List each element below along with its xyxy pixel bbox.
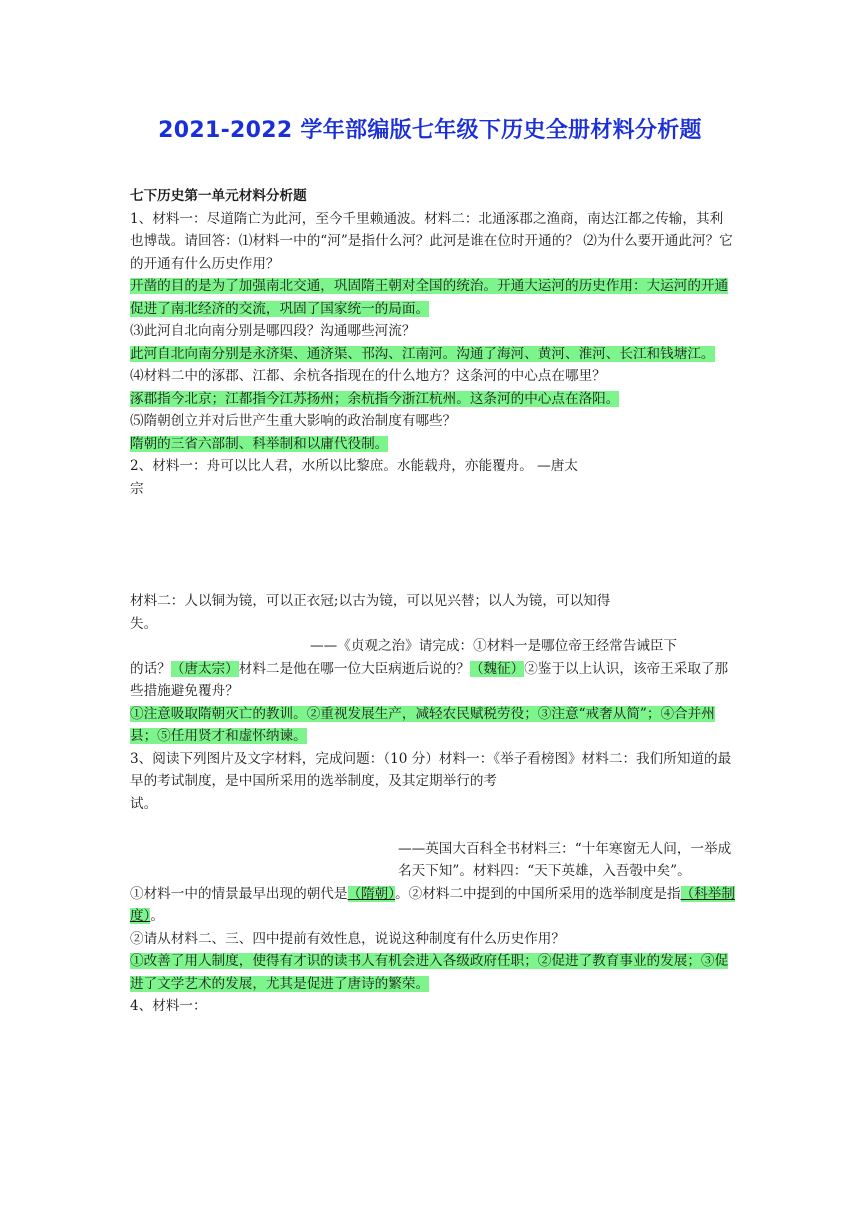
answer-3-2: ①改善了用人制度，使得有才识的读书人有机会进入各级政府任职；②促进了教育事业的发展；③促进了文学艺术的发展，尤其是促进了唐诗的繁荣。 xyxy=(130,953,729,992)
question-1-3: ⑶此河自北向南分别是哪四段？沟通哪些河流？ xyxy=(130,323,416,339)
answer-1-2: 开凿的目的是为了加强南北交通，巩固隋王朝对全国的统治。开通大运河的历史作用：大运河的开通促进了南北经济的交流，巩固了国家统一的局面。 xyxy=(130,278,729,317)
question-2-prompt: 的话？（唐太宗）材料二是他在哪一位大臣病逝后说的？（魏征）②鉴于以上认识，该帝王采取了那些措施避免覆舟？ xyxy=(130,660,729,699)
question-2-material-1-author: 宗 xyxy=(130,480,144,497)
answer-1-4: 涿郡指今北京；江都指今江苏扬州；余杭指今浙江杭州。这条河的中心点在洛阳。 xyxy=(130,390,620,407)
page-title: 2021-2022 学年部编版七年级下历史全册材料分析题 xyxy=(158,118,702,143)
unit-heading: 七下历史第一单元材料分析题 xyxy=(130,188,307,204)
answer-minister: （魏征） xyxy=(469,660,525,677)
answer-system: （科举制度） xyxy=(130,885,735,924)
question-2-material-2-end: 失。 xyxy=(130,615,158,632)
question-3-source: ——英国大百科全书材料三：“十年寒窗无人问，一举成名天下知”。材料四：“天下英雄，入吾彀中矣”。 xyxy=(398,840,732,879)
answer-dynasty: （隋朝） xyxy=(347,885,396,902)
question-2-material-2: 材料二：人以铜为镜，可以正衣冠;以古为镜，可以见兴替；以人为镜，可以知得 xyxy=(130,593,611,609)
question-3-text: 3、阅读下列图片及文字材料，完成问题：（10 分）材料一：《举子看榜图》材料二：我们所知道的最早的考试制度，是中国所采用的选举制度，及其定期举行的考 xyxy=(130,750,732,789)
question-1-text: 1、材料一：尽道隋亡为此河，至今千里赖通波。材料二：北通涿郡之渔商，南达江都之传输，其利也博哉。请回答：⑴材料一中的“河”是指什么河？此河是谁在位时开通的？ ⑵为什么要开通此河？它的开通有什么历史作用？ xyxy=(130,210,733,272)
question-4-text: 4、材料一： xyxy=(130,998,207,1014)
question-3-text-end: 试。 xyxy=(130,795,158,812)
answer-1-3: 此河自北向南分别是永济渠、通济渠、邗沟、江南河。沟通了海河、黄河、淮河、长江和钱塘江。 xyxy=(130,345,715,362)
question-1-4: ⑷材料二中的涿郡、江都、余杭各指现在的什么地方？这条河的中心点在哪里？ xyxy=(130,368,606,384)
answer-emperor: （唐太宗） xyxy=(170,660,239,677)
question-2-source: ——《贞观之治》请完成：①材料一是哪位帝王经常告诫臣下 xyxy=(310,638,678,654)
question-3-prompt-2: ②请从材料二、三、四中提前有效性息，说说这种制度有什么历史作用？ xyxy=(130,930,565,947)
question-1-5: ⑸隋朝创立并对后世产生重大影响的政治制度有哪些？ xyxy=(130,413,457,429)
question-3-prompt-1: ①材料一中的情景最早出现的朝代是（隋朝）。②材料二中提到的中国所采用的选举制度是指（科举制度）。 xyxy=(130,885,735,924)
answer-1-5: 隋朝的三省六部制、科举制和以庸代役制。 xyxy=(130,435,389,452)
document-body xyxy=(130,185,735,1018)
question-2-material-1: 2、材料一：舟可以比人君，水所以比黎庶。水能载舟，亦能覆舟。 —唐太 xyxy=(130,458,578,474)
answer-2-2: ①注意吸取隋朝灭亡的教训。②重视发展生产，减轻农民赋税劳役；③注意“戒奢从简”；④合并州县；⑤任用贤才和虚怀纳谏。 xyxy=(130,705,715,744)
